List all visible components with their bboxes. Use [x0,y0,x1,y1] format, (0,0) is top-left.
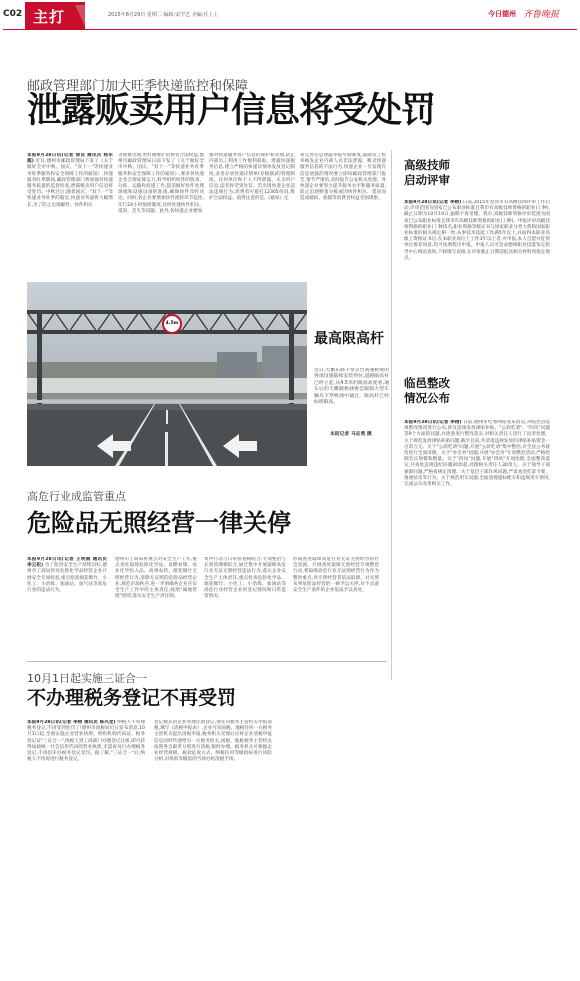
article2-headline: 危险品无照经营一律关停 [27,509,291,537]
section-label: 主打 [33,8,66,26]
article3-column-1 [27,720,145,860]
sidebar2-text: 日前,德州市纪委网站发布消息,对临邑县巡视整改情况进行公布,涉及违规发放津贴补贴、"公款吃请"、"四风"问题等9个方面的问题,并逐条进行整改落实,对相关责任人进行了问责处理。关于规范发放津贴补贴问题,截至目前,共清退违规发放的津贴补贴资金一百余万元。关于"公款吃请"问题,开展"公款吃请"集中整治,对全县公务接待进行全面清理。关于"办会务"问题,开展"办会务"专项整治活动,严格控制会议规模和数量。关于"四风"问题,开展"四风"专项治理,全面整改落实,共查处违规违纪问题20余起,处理相关责任人30余人。关于领导干部兼职问题,严格按规定清理。关于基层干部作风问题,严肃查处吃拿卡要、推诿扯皮等行为。关于规范用车问题,全面清理超标配车和违规用车情况,完成公车改革相关工作。 [404,420,550,488]
article2-byline: 本报9月28日讯(记者 王明娟 通讯员 李云松) [27,557,107,569]
sidebar1-title-line2: 启动评审 [404,173,450,187]
sidebar2-title-line2: 情况公布 [404,391,450,405]
section-decoration [75,5,85,26]
sidebar2-title-line1: 临邑整改 [404,376,450,390]
lead-col1-text: 近日,德州市邮政管理局下发了《关于做好全市中秋、国庆、"双十一"等快递业务旺季服务和安全保障工作的通知》,快递服务旺季期间,邮政管理部门将加强对快递服务质量的监督检查,泄露贩卖用户信息将受处罚。中秋过后,随着国庆、"双十一"等快递业务旺季的临近,快递业务量将大幅增长,为了防止出现邮件、快件积压 [27,159,113,208]
section-badge [25,2,85,29]
lead-kicker: 邮政管理部门加大旺季快递监控和保障 [27,79,249,94]
page-header [0,0,580,30]
page-code: C02 [3,9,23,19]
sidebar1-text: 日前,2015年度我市有高级技师评审工作启动,评审范围为国家已公布职业标准且我市有高级技师资格的职业(工种),截止日期为10月19日,逾期不再受理。我市,高级技师资格评审范围为国家已公布职业标准且我市有高级技师资格的职业(工种)。申报评审高级技师资格的职业(工种)5名,职业资格等级证书与国家职业分类大典和国家职业标准的相关规定相一致,从事技术技能工作满5年以上,并取得本职业高级工资格证书后,在本职业岗位上工作3年以上者,可申报,本人自愿并征得单位推荐同意,均可按照程序申报。申报人员可登录德州职业技能鉴定指导中心网站查询,下载填写表格,在评审截止日期前报送相关材料到指定地点。 [404,200,550,261]
sidebar-divider [391,150,392,680]
road-photo-illustration [27,282,307,466]
road-photo [27,282,307,466]
lead-headline: 泄露贩卖用户信息将受处罚 [27,91,436,131]
sidebar1-byline: 本报9月28日讯(记者 李榕) [404,200,462,205]
article3-top-rule [27,661,387,662]
sidebar2-byline: 本报9月28日讯(记者 李榕) [404,420,462,425]
article3-kicker: 10月1日起实施三证合一 [27,672,147,685]
article2-column-3: 集中行动与日常检查相结合,专项整治与长效管理相结合,通过集中开展取缔高危行业无证无照经营违法行为,落实企业安全生产主体责任,重点检查危险化学品、烟花爆竹、小化工、小冶炼、加油站等高危行业经营企业的登记情况和日常监管情况。 [204,557,286,600]
lead-column-3: 强对快递服务客户信息的保护和管理,防止内部员工利用工作便利获取、泄露快递服务信息,建立严格的快递详情单发放登记制度,妥善存放快递详情单(存根联)的管理制度。任何单位和个人不得泄露、买卖用户信息,违者将受到处罚。若出现快递企业违法违规行为,消费者可拨打12305投诉,维护合法权益。值得注意的是,《通知》还 [209,153,295,202]
height-limit-sign: 4.5m [162,314,182,334]
sidebar2-body [404,420,550,675]
photo-caption [314,368,389,426]
lead-column-2: 等现象出现,更好地维护消费者合法权益,德州市邮政管理局日前下发了《关于做好全市中秋、国庆、"双十一"等快递业务旺季服务和安全保障工作的通知》,要求各快递企业合理安排运力,科学组织快件的收寄、分拣、运输和投递工作,提前做好快件处理场地和设施设备的准备,确保快件及时送达。同时,各企业要增加快件流转环节监控,实行24小时值班制度,及时处理快件积压、延误、丢失等问题。此外,各快递企业要加 [118,153,204,214]
lead-byline: 本报9月28日讯(记者 徐良 通讯员 杨永超) [27,153,113,165]
article2-col1-text: 为了促进安全生产持续向好,德州市工商局将对危险化学品经营企业开展安全专项检查,重点检查烟花爆竹、小化工、小冶炼、加油站、加气站等高危行业的违法行为。 [27,563,107,594]
lead-column-1 [27,153,113,277]
article2-column-4: 形成查处取缔高危行业无证无照经营的社会氛围。开展查处取缔无照经营专项整治行动,将取缔高危行业无证照经营行为作为整治重点,对无照经营者依法取缔。对无照从事危险品经营的一律予以关停,对不具备安全生产条件的企业依法予以查处。 [293,557,379,594]
header-rule [3,29,577,30]
lead-column-4: 将完善信息泄露举报奖励制度,鼓励员工检举揭发企业内部人员非法泄露、贩卖快递服务信息的不法行为,快递企业一旦发现有信息泄露的情况要立即向邮政管理部门报告,情节严重的,及时报告公安机关处理。各快递企业要努力提升服务水平和服务质量,防止出现野蛮分拣或因快件积压、延误而造成破损、损毁等消费者权益受损现象。 [300,153,386,202]
photo-caption-text: 近日,天衢东路下穿京台高速桥梁的各项设施陆续安装到位,道路限高杆已经立起,从4.5米的限高高度看,通车后的天衢路桥涵将会限制大型车辆从下穿桥涵中通过。限高杆已经标明限高。 [314,368,389,406]
article2-kicker: 高危行业成监管重点 [27,490,126,503]
brand-logo: 齐鲁晚报 [523,10,560,20]
sidebar1-body [404,200,550,368]
photo-title: 最高限高杆 [314,331,384,347]
photo-credit: 本报记者 马志勇 摄 [330,432,372,437]
issue-meta: 2015年8月29日 星期二 编辑:宋学艺 美编:任上上 [108,12,219,18]
article2-column-2: 德州市工商局将重点对安全生产工作,重点查处取缔危险化学品、易燃易爆、农业化学投入品、高毒农药、烟花爆竹无照经营行为,清除无证照的危险品经营企业,规范市场秩序,进一步明确各企业在安全生产工作中的主体责任,按照"属地管理"原则,落实安全生产责任制。 [115,557,197,600]
article3-column-2: 登记模式的企业办理注销登记,须先向税务主管机关申报清税,填写《清税申报表》,企业可向国税、地税任何一方税务主管机关提出清税申报,税务机关受理后应将企业清税申报信息同时传递给另一方税务机关,国税、地税税务主管机关按照各自职责分别进行清税,限时办理。税务机关可根据企业经营规模、税款征收方式、纳税信用等级指标进行风险分析,对风险等级低的当场办结清税手续。 [154,720,272,763]
brand-name: 今日德州 [488,10,516,18]
article3-col1-text: 纳税人不办理税务登记,不再受到处罚了!德州市国税局近日发布消息,10月1日起,全面实施企业营业执照、组织机构代码证、税务登记证"三证合一",纳税人到工商部门办理登记注册,即可获得加载统一社会信用代码的营业执照,无需再另行办理税务登记,不再因未办税务登记受罚。据了解,"三证合一"后,纳税人不用再进行税务登记。 [27,720,145,763]
article3-byline: 本报9月28日讯(记者 李榕 通讯员 陈兴龙) [27,720,116,725]
sidebar1-title-line1: 高级技师 [404,158,450,172]
article3-headline: 不办理税务登记不再受罚 [27,687,237,709]
article2-column-1 [27,557,107,649]
